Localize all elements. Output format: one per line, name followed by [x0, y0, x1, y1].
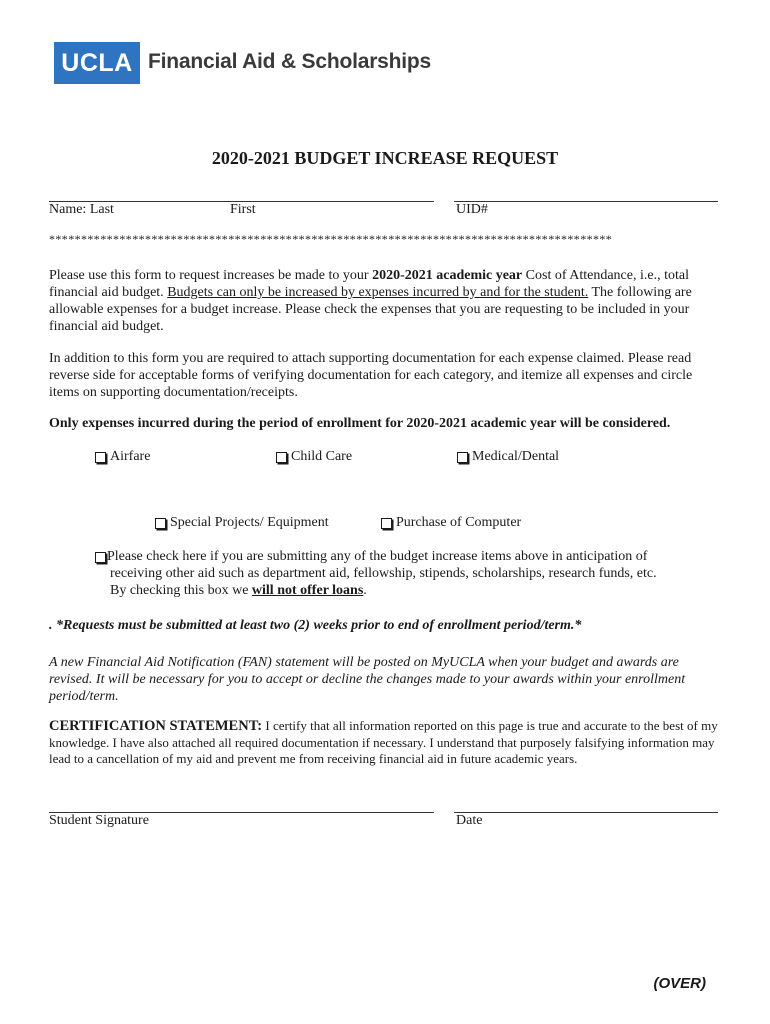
enrollment-notice: Only expenses incurred during the period of enrollment for 2020-2021 academic year will be considered. [49, 416, 671, 431]
no-loans-text: will not offer loans [251, 583, 364, 598]
checkbox-special-projects[interactable] [155, 515, 329, 531]
intro-text-b: Cost of Attendance, i.e., total financial aid budget. [49, 268, 689, 300]
intro-text-c: The following are allowable expenses for a budget increase. Please check the expenses that you are requesting to be included in your financial aid budget. [49, 285, 692, 334]
anticipation-line-3-text: By checking this box we [110, 583, 252, 598]
checkbox-label: Special Projects/ Equipment [170, 515, 329, 530]
checkbox-label: Child Care [291, 449, 353, 464]
student-signature-label: Student Signature [49, 813, 149, 828]
over-indicator: (OVER) [653, 975, 706, 992]
certification-statement [49, 718, 721, 768]
checkbox-icon[interactable] [381, 518, 392, 529]
checkbox-icon[interactable] [457, 452, 468, 463]
fan-notice: A new Financial Aid Notification (FAN) statement will be posted on MyUCLA when your budget and awards are revised. It will be necessary for you to accept or decline the changes made to your awards within your enrollment period/term. [49, 655, 686, 704]
anticipation-line-3 [110, 583, 367, 599]
checkbox-icon[interactable] [95, 552, 106, 563]
checkbox-icon[interactable] [155, 518, 166, 529]
intro-text-a: Please use this form to request increases be made to your [49, 268, 373, 283]
anticipation-line-3-end: . [363, 583, 367, 598]
checkbox-label: Purchase of Computer [396, 515, 522, 530]
name-first-label: First [230, 202, 256, 217]
name-last-label: Name: Last [49, 202, 114, 217]
ucla-logo: UCLA [54, 42, 140, 84]
checkbox-label: Airfare [110, 449, 151, 464]
deadline-notice: . *Requests must be submitted at least two (2) weeks prior to end of enrollment period/term.* [49, 618, 582, 633]
date-line[interactable] [454, 812, 718, 813]
anticipation-line-2: receiving other aid such as department aid, fellowship, stipends, scholarships, research funds, etc. [110, 566, 657, 581]
checkbox-label: Medical/Dental [472, 449, 560, 464]
uid-label: UID# [456, 202, 488, 217]
anticipation-line-1: Please check here if you are submitting any of the budget increase items above in anticipation of [107, 549, 648, 564]
checkbox-purchase-computer[interactable] [381, 515, 521, 531]
asterisk-separator: **************************************************************************************** [49, 232, 613, 246]
office-name: Financial Aid & Scholarships [148, 50, 432, 73]
checkbox-anticipation[interactable] [95, 549, 647, 565]
certification-heading: CERTIFICATION STATEMENT: [49, 718, 263, 734]
page-title: 2020-2021 BUDGET INCREASE REQUEST [211, 148, 559, 168]
documentation-paragraph: In addition to this form you are required to attach supporting documentation for each expense claimed. Please read reverse side for acceptable forms of verifying documentation for each category, and itemize all expenses and circle items on supporting documentation/receipts. [49, 351, 693, 400]
date-label: Date [456, 813, 483, 828]
intro-paragraph [49, 267, 725, 335]
checkbox-airfare[interactable] [95, 449, 150, 465]
checkbox-icon[interactable] [276, 452, 287, 463]
checkbox-medical-dental[interactable] [457, 449, 559, 465]
checkbox-icon[interactable] [95, 452, 106, 463]
checkbox-child-care[interactable] [276, 449, 352, 465]
uid-field-line[interactable] [454, 201, 718, 202]
intro-underlined-rule: Budgets can only be increased by expenses incurred by and for the student. [167, 285, 589, 300]
intro-academic-year: 2020-2021 academic year [372, 268, 523, 283]
certification-text: I certify that all information reported on this page is true and accurate to the best of my knowledge. I have also attached all required documentation if necessary. I understand that purposely falsifying information may lead to a cancellation of my aid and prevent me from receiving financial aid in future academic years. [49, 718, 718, 766]
